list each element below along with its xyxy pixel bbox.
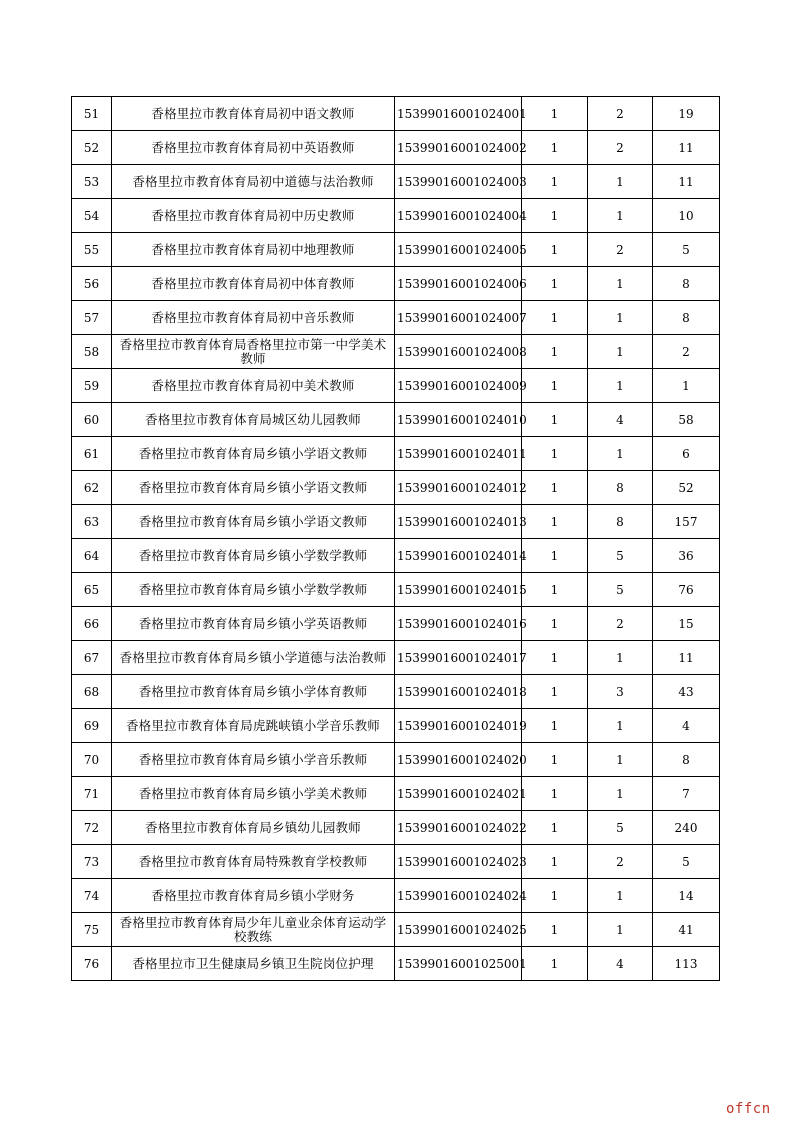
count-c-cell: 58 — [653, 403, 720, 437]
table-row — [72, 947, 720, 981]
position-code-cell: 15399016001024003 — [395, 165, 522, 199]
table-row — [72, 199, 720, 233]
table-row — [72, 369, 720, 403]
count-b-cell: 5 — [588, 811, 653, 845]
table-row — [72, 743, 720, 777]
count-a-cell: 1 — [522, 947, 588, 981]
count-a-cell: 1 — [522, 437, 588, 471]
count-c-cell: 10 — [653, 199, 720, 233]
count-b-cell: 8 — [588, 471, 653, 505]
position-code-cell: 15399016001024013 — [395, 505, 522, 539]
count-a-cell: 1 — [522, 97, 588, 131]
count-c-cell: 36 — [653, 539, 720, 573]
row-number-cell: 67 — [72, 641, 112, 675]
count-b-cell: 1 — [588, 743, 653, 777]
count-b-cell: 1 — [588, 301, 653, 335]
row-number-cell: 69 — [72, 709, 112, 743]
position-name-cell: 香格里拉市教育体育局少年儿童业余体育运动学校教练 — [112, 913, 395, 947]
position-name-cell: 香格里拉市教育体育局特殊教育学校教师 — [112, 845, 395, 879]
table-row — [72, 845, 720, 879]
count-c-cell: 15 — [653, 607, 720, 641]
count-b-cell: 5 — [588, 573, 653, 607]
count-b-cell: 1 — [588, 369, 653, 403]
position-name-cell: 香格里拉市教育体育局乡镇小学美术教师 — [112, 777, 395, 811]
count-c-cell: 11 — [653, 641, 720, 675]
position-code-cell: 15399016001024008 — [395, 335, 522, 369]
table-row — [72, 301, 720, 335]
count-a-cell: 1 — [522, 505, 588, 539]
count-c-cell: 8 — [653, 267, 720, 301]
position-code-cell: 15399016001024023 — [395, 845, 522, 879]
row-number-cell: 56 — [72, 267, 112, 301]
table-row — [72, 913, 720, 947]
position-code-cell: 15399016001024010 — [395, 403, 522, 437]
table-body — [72, 97, 720, 981]
count-a-cell: 1 — [522, 267, 588, 301]
count-c-cell: 5 — [653, 233, 720, 267]
count-b-cell: 8 — [588, 505, 653, 539]
count-b-cell: 3 — [588, 675, 653, 709]
position-name-cell: 香格里拉市教育体育局乡镇小学体育教师 — [112, 675, 395, 709]
count-a-cell: 1 — [522, 811, 588, 845]
position-name-cell: 香格里拉市教育体育局乡镇小学数学教师 — [112, 539, 395, 573]
row-number-cell: 62 — [72, 471, 112, 505]
count-b-cell: 1 — [588, 777, 653, 811]
position-code-cell: 15399016001024022 — [395, 811, 522, 845]
position-code-cell: 15399016001024009 — [395, 369, 522, 403]
count-b-cell: 1 — [588, 437, 653, 471]
position-code-cell: 15399016001024018 — [395, 675, 522, 709]
row-number-cell: 57 — [72, 301, 112, 335]
count-c-cell: 4 — [653, 709, 720, 743]
row-number-cell: 63 — [72, 505, 112, 539]
row-number-cell: 54 — [72, 199, 112, 233]
count-c-cell: 41 — [653, 913, 720, 947]
count-c-cell: 240 — [653, 811, 720, 845]
position-name-cell: 香格里拉市教育体育局乡镇小学语文教师 — [112, 471, 395, 505]
position-code-cell: 15399016001025001 — [395, 947, 522, 981]
row-number-cell: 75 — [72, 913, 112, 947]
count-b-cell: 1 — [588, 267, 653, 301]
position-name-cell: 香格里拉市教育体育局初中英语教师 — [112, 131, 395, 165]
count-a-cell: 1 — [522, 199, 588, 233]
position-name-cell: 香格里拉市教育体育局香格里拉市第一中学美术教师 — [112, 335, 395, 369]
position-code-cell: 15399016001024012 — [395, 471, 522, 505]
position-name-cell: 香格里拉市教育体育局虎跳峡镇小学音乐教师 — [112, 709, 395, 743]
position-code-cell: 15399016001024002 — [395, 131, 522, 165]
position-name-cell: 香格里拉市卫生健康局乡镇卫生院岗位护理 — [112, 947, 395, 981]
position-name-cell: 香格里拉市教育体育局初中美术教师 — [112, 369, 395, 403]
count-b-cell: 1 — [588, 879, 653, 913]
count-c-cell: 1 — [653, 369, 720, 403]
count-b-cell: 1 — [588, 913, 653, 947]
table-row — [72, 811, 720, 845]
count-b-cell: 1 — [588, 165, 653, 199]
table-row — [72, 573, 720, 607]
count-a-cell: 1 — [522, 709, 588, 743]
position-code-cell: 15399016001024007 — [395, 301, 522, 335]
position-code-cell: 15399016001024016 — [395, 607, 522, 641]
row-number-cell: 74 — [72, 879, 112, 913]
count-b-cell: 5 — [588, 539, 653, 573]
position-name-cell: 香格里拉市教育体育局初中体育教师 — [112, 267, 395, 301]
count-c-cell: 11 — [653, 131, 720, 165]
row-number-cell: 70 — [72, 743, 112, 777]
count-a-cell: 1 — [522, 607, 588, 641]
table-row — [72, 505, 720, 539]
position-name-cell: 香格里拉市教育体育局初中语文教师 — [112, 97, 395, 131]
position-code-cell: 15399016001024014 — [395, 539, 522, 573]
count-a-cell: 1 — [522, 777, 588, 811]
row-number-cell: 64 — [72, 539, 112, 573]
position-name-cell: 香格里拉市教育体育局乡镇小学音乐教师 — [112, 743, 395, 777]
table-row — [72, 607, 720, 641]
position-code-cell: 15399016001024004 — [395, 199, 522, 233]
count-c-cell: 8 — [653, 743, 720, 777]
row-number-cell: 58 — [72, 335, 112, 369]
table-row — [72, 539, 720, 573]
position-code-cell: 15399016001024024 — [395, 879, 522, 913]
position-code-cell: 15399016001024011 — [395, 437, 522, 471]
count-b-cell: 4 — [588, 403, 653, 437]
count-b-cell: 2 — [588, 97, 653, 131]
count-a-cell: 1 — [522, 539, 588, 573]
count-b-cell: 4 — [588, 947, 653, 981]
position-code-cell: 15399016001024021 — [395, 777, 522, 811]
row-number-cell: 55 — [72, 233, 112, 267]
position-name-cell: 香格里拉市教育体育局初中历史教师 — [112, 199, 395, 233]
row-number-cell: 59 — [72, 369, 112, 403]
count-c-cell: 157 — [653, 505, 720, 539]
row-number-cell: 53 — [72, 165, 112, 199]
count-a-cell: 1 — [522, 879, 588, 913]
count-a-cell: 1 — [522, 471, 588, 505]
count-b-cell: 1 — [588, 335, 653, 369]
position-name-cell: 香格里拉市教育体育局乡镇小学财务 — [112, 879, 395, 913]
table-row — [72, 97, 720, 131]
count-a-cell: 1 — [522, 913, 588, 947]
table-row — [72, 641, 720, 675]
count-c-cell: 76 — [653, 573, 720, 607]
count-a-cell: 1 — [522, 403, 588, 437]
count-c-cell: 8 — [653, 301, 720, 335]
row-number-cell: 52 — [72, 131, 112, 165]
row-number-cell: 73 — [72, 845, 112, 879]
position-code-cell: 15399016001024025 — [395, 913, 522, 947]
count-c-cell: 14 — [653, 879, 720, 913]
count-b-cell: 1 — [588, 641, 653, 675]
table-row — [72, 267, 720, 301]
table-row — [72, 335, 720, 369]
position-code-cell: 15399016001024017 — [395, 641, 522, 675]
count-c-cell: 7 — [653, 777, 720, 811]
count-c-cell: 43 — [653, 675, 720, 709]
count-a-cell: 1 — [522, 335, 588, 369]
count-c-cell: 6 — [653, 437, 720, 471]
count-a-cell: 1 — [522, 131, 588, 165]
table-row — [72, 165, 720, 199]
count-a-cell: 1 — [522, 573, 588, 607]
position-code-cell: 15399016001024015 — [395, 573, 522, 607]
table-row — [72, 437, 720, 471]
count-a-cell: 1 — [522, 369, 588, 403]
position-name-cell: 香格里拉市教育体育局城区幼儿园教师 — [112, 403, 395, 437]
row-number-cell: 71 — [72, 777, 112, 811]
position-code-cell: 15399016001024005 — [395, 233, 522, 267]
count-b-cell: 2 — [588, 607, 653, 641]
count-a-cell: 1 — [522, 641, 588, 675]
position-name-cell: 香格里拉市教育体育局乡镇幼儿园教师 — [112, 811, 395, 845]
position-name-cell: 香格里拉市教育体育局初中音乐教师 — [112, 301, 395, 335]
position-code-cell: 15399016001024019 — [395, 709, 522, 743]
position-name-cell: 香格里拉市教育体育局乡镇小学道德与法治教师 — [112, 641, 395, 675]
table-row — [72, 403, 720, 437]
position-name-cell: 香格里拉市教育体育局初中地理教师 — [112, 233, 395, 267]
count-b-cell: 2 — [588, 131, 653, 165]
position-name-cell: 香格里拉市教育体育局乡镇小学数学教师 — [112, 573, 395, 607]
row-number-cell: 72 — [72, 811, 112, 845]
position-name-cell: 香格里拉市教育体育局乡镇小学语文教师 — [112, 505, 395, 539]
count-c-cell: 11 — [653, 165, 720, 199]
count-c-cell: 5 — [653, 845, 720, 879]
count-b-cell: 2 — [588, 233, 653, 267]
count-a-cell: 1 — [522, 743, 588, 777]
row-number-cell: 68 — [72, 675, 112, 709]
position-name-cell: 香格里拉市教育体育局乡镇小学英语教师 — [112, 607, 395, 641]
count-a-cell: 1 — [522, 301, 588, 335]
table-row — [72, 471, 720, 505]
row-number-cell: 60 — [72, 403, 112, 437]
count-c-cell: 19 — [653, 97, 720, 131]
row-number-cell: 61 — [72, 437, 112, 471]
count-a-cell: 1 — [522, 233, 588, 267]
position-name-cell: 香格里拉市教育体育局初中道德与法治教师 — [112, 165, 395, 199]
position-table — [71, 96, 720, 981]
count-c-cell: 2 — [653, 335, 720, 369]
count-b-cell: 2 — [588, 845, 653, 879]
count-c-cell: 52 — [653, 471, 720, 505]
table-row — [72, 777, 720, 811]
row-number-cell: 65 — [72, 573, 112, 607]
position-code-cell: 15399016001024001 — [395, 97, 522, 131]
row-number-cell: 76 — [72, 947, 112, 981]
position-code-cell: 15399016001024020 — [395, 743, 522, 777]
count-c-cell: 113 — [653, 947, 720, 981]
count-b-cell: 1 — [588, 199, 653, 233]
position-name-cell: 香格里拉市教育体育局乡镇小学语文教师 — [112, 437, 395, 471]
table-row — [72, 879, 720, 913]
offcn-watermark: offcn — [726, 1101, 771, 1117]
row-number-cell: 51 — [72, 97, 112, 131]
count-b-cell: 1 — [588, 709, 653, 743]
position-code-cell: 15399016001024006 — [395, 267, 522, 301]
count-a-cell: 1 — [522, 675, 588, 709]
table-row — [72, 675, 720, 709]
table-row — [72, 131, 720, 165]
table-row — [72, 709, 720, 743]
count-a-cell: 1 — [522, 845, 588, 879]
table-row — [72, 233, 720, 267]
count-a-cell: 1 — [522, 165, 588, 199]
row-number-cell: 66 — [72, 607, 112, 641]
